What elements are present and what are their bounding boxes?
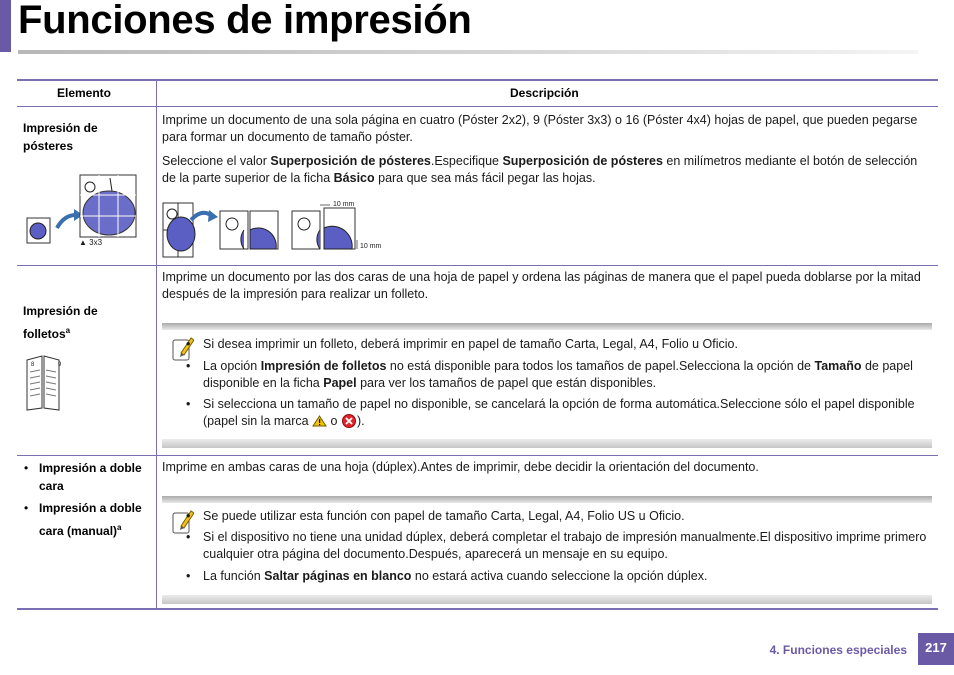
- dim-label-top: 10 mm: [333, 201, 355, 208]
- row-label-duplex: • Impresión a doble cara: [24, 461, 142, 493]
- note-pencil-icon: [172, 335, 194, 361]
- booklet-note-item-1: • Si desea imprimir un folleto, deberá imprimir en papel de tamaño Carta, Legal, A4, Folio u Oficio.: [186, 337, 738, 351]
- booklet-page-left: 8: [31, 362, 35, 368]
- duplex-note-item-1: • Se puede utilizar esta función con papel de tamaño Carta, Legal, A4, Folio US u Oficio.: [186, 509, 685, 523]
- duplex-note-item-2: • Si el dispositivo no tiene una unidad dúplex, deberá completar el trabajo de impresión manualmente.El dispositivo imprime primero cualquier otra página del documento.Después, aparecerá un mensaje en su equipo.: [186, 530, 927, 561]
- row-label-duplex-manual: • Impresión a doble cara (manual)$^a$: [24, 501, 142, 538]
- warning-triangle-icon: [312, 415, 327, 427]
- dim-label-side: 10 mm: [360, 243, 382, 250]
- row-label-poster: Impresión de pósteres: [23, 121, 98, 153]
- booklet-note-box: [162, 323, 932, 448]
- header-description: Descripción: [510, 86, 579, 100]
- column-divider: [156, 79, 157, 610]
- duplex-desc: Imprime en ambas caras de una hoja (dúplex).Antes de imprimir, debe decidir la orientación del documento.: [162, 460, 759, 474]
- booklet-desc: Imprime un documento por las dos caras de una hoja de papel y ordena las páginas de manera que el papel pueda doblarse por la mitad después de la impresión para realizar un folleto.: [162, 270, 921, 301]
- page-number-badge: 217: [918, 633, 954, 665]
- header-element: Elemento: [57, 86, 112, 100]
- booklet-note-item-2: • La opción Impresión de folletos no está disponible para todos los tamaños de papel.Selecciona la opción de Tamaño de papel disponible en la ficha Papel para ver los tamaños de papel que están disponibles.: [186, 359, 913, 390]
- page-title: Funciones de impresión: [18, 0, 472, 42]
- poster-sequence-illustration: [162, 200, 387, 262]
- features-table: [17, 79, 938, 610]
- error-x-icon: [341, 414, 357, 428]
- row-label-booklet: Impresión de folletos$^a$: [23, 304, 98, 341]
- poster-grid-caption: ▲ 3x3: [79, 238, 103, 247]
- duplex-note-item-3: • La función Saltar páginas en blanco no estará activa cuando seleccione la opción dúplex.: [186, 569, 708, 583]
- note-pencil-icon: [172, 508, 194, 534]
- poster-desc-1: Imprime un documento de una sola página en cuatro (Póster 2x2), 9 (Póster 3x3) o 16 (Póster 4x4) hojas de papel, que pueden pegarse para formar un documento de tamaño póster.: [162, 113, 918, 144]
- title-underline: [18, 50, 918, 54]
- chapter-tab-marker: [0, 0, 11, 52]
- booklet-note-item-3: • Si selecciona un tamaño de papel no disponible, se cancelará la opción de forma automática.Seleccione sólo el papel disponible (papel sin la marca o ).: [186, 397, 915, 428]
- footer-section-label: 4. Funciones especiales: [769, 643, 907, 657]
- duplex-note-box: [162, 496, 932, 604]
- poster-desc-2: Seleccione el valor Superposición de pósteres.Especifique Superposición de pósteres en milímetros mediante el botón de selección de la parte superior de la ficha Básico para que sea más fácil pegar las hojas.: [162, 154, 918, 185]
- booklet-page-right: 9: [58, 362, 62, 368]
